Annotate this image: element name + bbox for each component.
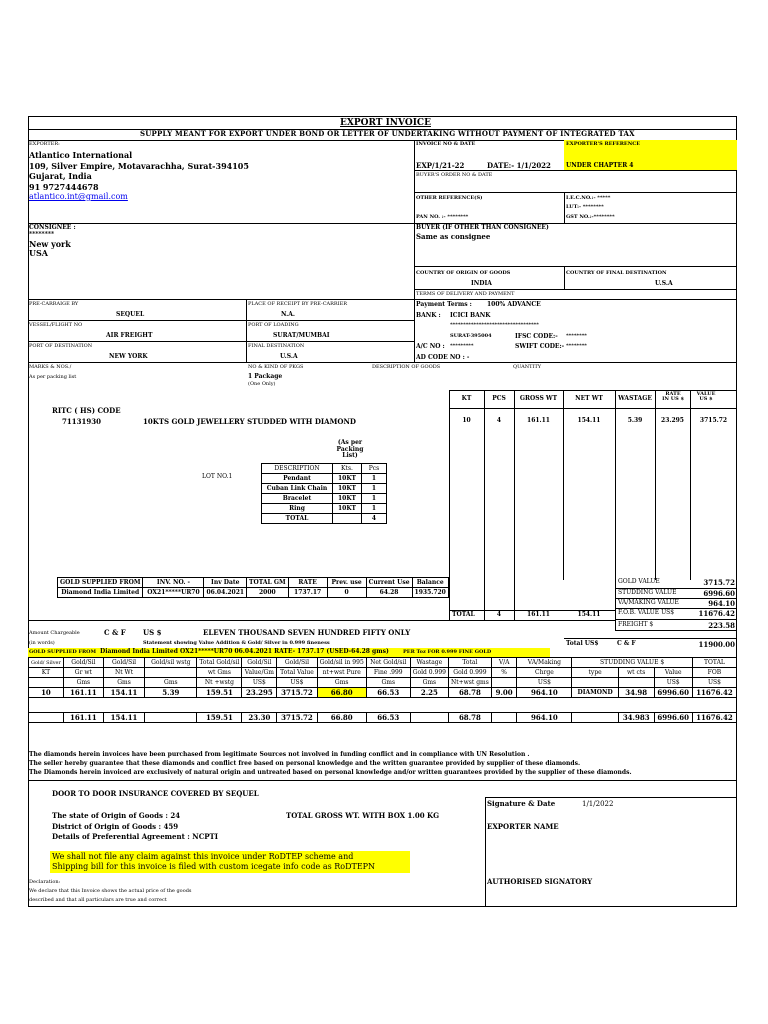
country-destination-label: COUNTRY OF FINAL DESTINATION — [566, 270, 667, 276]
studding-value: 6996.60 — [703, 589, 735, 598]
invoice-number: EXP/1/21-22 — [416, 161, 465, 170]
bank-stars: ********************************** — [450, 322, 539, 328]
payment-terms-value: 100% ADVANCE — [487, 301, 541, 308]
header-gross-wt: GROSS WT — [519, 395, 558, 402]
consignee-city: New york — [29, 239, 71, 249]
ritc-code: 71131930 — [62, 417, 101, 426]
invoice-date: DATE:- 1/1/2022 — [487, 161, 551, 170]
authorised-signatory: AUTHORISED SIGNATORY — [487, 877, 593, 886]
ac-label: A/C NO : — [416, 343, 445, 350]
amount-cf: C & F — [104, 628, 126, 637]
buyer-order-label: BUYER'S ORDER NO & DATE — [416, 172, 493, 178]
row-rate: 23.295 — [661, 417, 684, 424]
description-label: DESCRIPTION OF GOODS — [372, 364, 441, 370]
state-origin: The state of Origin of Goods : 24 — [52, 811, 181, 820]
row-value: 3715.72 — [699, 417, 728, 424]
row-net-wt: 154.11 — [577, 417, 601, 424]
header-wastage: WASTAGE — [618, 395, 652, 402]
row-gross-wt: 161.11 — [527, 417, 550, 424]
under-chapter: UNDER CHAPTER 4 — [566, 162, 634, 169]
ad-code: AD CODE NO : - — [416, 354, 470, 361]
fob-value-label: F.O.B. VALUE US$ — [618, 609, 675, 616]
invoice-title: EXPORT INVOICE — [340, 118, 431, 128]
port-loading-value: SURAT/MUMBAI — [273, 332, 330, 339]
studding-value-label: STUDDING VALUE — [618, 589, 677, 596]
exporter-label: EXPORTER: — [29, 141, 60, 147]
final-destination-value: U.S.A — [280, 353, 298, 360]
place-receipt-value: N.A. — [281, 311, 295, 318]
ifsc-value: ******** — [566, 333, 587, 339]
gold-from-label: GOLD SUPPLIED FROM — [29, 649, 97, 655]
gold-value-label: GOLD VALUE — [618, 578, 660, 585]
marks-sub: As per packing list — [29, 374, 77, 380]
lot-number: LOT NO.1 — [202, 473, 233, 480]
value-addition-table: Gold/ Silver Gold/Sil Gold/Sil Gold/sil wstg Total Gold/sil Gold/Sil Gold/Sil Gold/sil in 995 Net Gold/sil Wastage Total V/A VA/Making STUDDING VALUE $ TOTAL KT Gr wt Nt Wt wt Gms Value/Gm Total Value nt+wst Pure Fine .999 Gold 0.999 Gold 0.999 % Chrge type wt cts Value FOB Gms Gms Gms Nt +wstg US$ US$ Gms Gms Gms Nt+wst gms US$ US$ US$ 10 161.11 154.11 5.39 159.51 23.295 3715.72 66.80 66.53 2.25 68.78 9.00 964.10 DIAMOND 34.98 6996.60 11676.42 161.11 154.11 159.51 23.30 3715.72 66.80 66.53 68.78 964.10 34.983 6996.60 11676.42 — [28, 657, 737, 723]
port-destination-value: NEW YORK — [109, 353, 148, 360]
packages-sub: (One Only) — [248, 381, 276, 387]
port-loading-label: PORT OF LOADING — [248, 322, 299, 328]
country-origin: INDIA — [471, 280, 492, 287]
signature-date-label: Signature & Date — [487, 799, 556, 808]
lot-table: DESCRIPTION Kts. Pcs Pendant 10KT 1 Cuban Link Chain 10KT 1 Bracelet 10KT 1 Ring 10KT 1 TOTAL 4 — [261, 463, 387, 524]
preferential-agreement: Details of Preferential Agreement : NCPTI — [52, 832, 219, 841]
country-origin-label: COUNTRY OF ORIGIN OF GOODS — [416, 270, 511, 276]
header-pcs: PCS — [492, 395, 506, 402]
packing-note: (As per Packing List) — [336, 439, 364, 460]
iec-number: I.E.C.NO.:- ***** — [566, 195, 611, 201]
making-value: 964.10 — [708, 599, 735, 608]
row-kt: 10 — [462, 417, 471, 424]
insurance-note: DOOR TO DOOR INSURANCE COVERED BY SEQUEL — [52, 789, 259, 798]
amount-words: ELEVEN THOUSAND SEVEN HUNDRED FIFTY ONLY — [203, 628, 411, 637]
header-value: VALUE US $ — [696, 391, 716, 402]
lut-number: LUT:- ******** — [566, 204, 604, 210]
terms-label: TERMS OF DELIVERY AND PAYMENT — [416, 291, 515, 297]
per-toz-label: PER Toz FOR 0.999 FINE GOLD — [403, 649, 492, 655]
declaration-label: Declaration: — [29, 879, 61, 885]
district-origin: District of Origin of Goods : 459 — [52, 822, 179, 831]
other-reference-label: OTHER REFERENCE(S) — [416, 195, 483, 201]
header-kt: KT — [461, 395, 472, 402]
gross-weight-box: TOTAL GROSS WT. WITH BOX 1.00 KG — [286, 811, 440, 820]
row-pcs: 4 — [496, 417, 502, 424]
declaration-text-2: described and that all particulars are true and correct — [29, 897, 167, 903]
vessel-label: VESSEL/FLIGHT NO — [29, 322, 83, 328]
exporter-reference-label: EXPORTER'S REFERENCE — [566, 141, 641, 147]
marks-label: MARKS & NOS./ — [29, 364, 72, 370]
gst-number: GST NO.:-******** — [566, 214, 615, 220]
amount-label: Amount Chargeable — [29, 630, 80, 636]
declaration-line-3: The Diamonds herein invoiced are exclusively of natural origin and untreated based on personal knowledge and/or written guarantees provided by the supplier of these diamonds. — [29, 769, 632, 776]
header-net-wt: NET WT — [575, 395, 603, 402]
ritc-label: RITC ( HS) CODE — [52, 406, 121, 415]
packages-label: NO & KIND OF PKGS — [248, 364, 304, 370]
invoice-no-date-label: INVOICE NO & DATE — [416, 141, 476, 147]
amount-currency: US $ — [143, 628, 162, 637]
packages-value: 1 Package — [248, 373, 283, 380]
rodtep-notice-1: We shall not file any claim against this invoice under RoDTEP scheme and — [52, 852, 354, 861]
ac-value: ********* — [450, 343, 474, 349]
total-us-value: 11900.00 — [698, 640, 735, 649]
payment-terms-label: Payment Terms : — [416, 301, 472, 308]
bank-value: ICICI BANK — [450, 312, 491, 319]
total-pcs: 4 — [496, 611, 502, 618]
fob-value: 11676.42 — [698, 609, 735, 618]
exporter-address2: Gujarat, India — [29, 171, 92, 181]
header-rate: RATE IN US $ — [662, 391, 684, 402]
total-gross: 161.11 — [527, 611, 550, 618]
making-value-label: VA/MAKING VALUE — [618, 599, 679, 606]
ifsc-label: IFSC CODE:- — [515, 333, 558, 340]
words-label: (in words) — [29, 640, 55, 646]
gold-supply-table: GOLD SUPPLIED FROM INV. NO. - Inv Date TOTAL GM RATE Prev. use Current Use Balance Diamond India Limited OX21*****UR70 06.04.2021 2000 1737.17 0 64.28 1935.720 — [57, 577, 449, 598]
vessel-value: AIR FREIGHT — [106, 332, 153, 339]
freight-label: FREIGHT $ — [618, 621, 654, 628]
pan-number: PAN NO. :- ******** — [416, 214, 469, 220]
total-net: 154.11 — [577, 611, 601, 618]
precarriage-value: SEQUEL — [116, 311, 145, 318]
swift-label: SWIFT CODE:- — [515, 343, 565, 350]
final-destination-label: FINAL DESTINATION — [248, 343, 305, 349]
invoice-subtitle: SUPPLY MEANT FOR EXPORT UNDER BOND OR LETTER OF UNDERTAKING WITHOUT PAYMENT OF INTEGRATED TAX — [140, 129, 635, 138]
gold-from-value: Diamond India Limited OX21*****UR70 06.04.2021 RATE- 1737.17 (USED-64.28 gms) — [100, 648, 389, 655]
quantity-label: QUANTITY — [513, 364, 542, 370]
freight-value: 223.58 — [708, 621, 735, 630]
total-label: TOTAL — [452, 611, 475, 618]
swift-value: ******** — [566, 343, 587, 349]
declaration-line-1: The diamonds herein invoices have been purchased from legitimate Sources not involved in funding conflict and in compliance with UN Resolution . — [29, 751, 530, 758]
row-wastage: 5.39 — [627, 417, 643, 424]
buyer-label: BUYER (IF OTHER THAN CONSIGNEE) — [416, 224, 549, 231]
country-destination: U.S.A — [655, 280, 673, 287]
rodtep-notice-2: Shipping bill for this invoice is filed with custom icegate info code as RoDTEPN — [52, 862, 376, 871]
bank-branch: SURAT-395004 — [450, 333, 492, 339]
port-destination-label: PORT OF DESTINATION — [29, 343, 93, 349]
exporter-email-link[interactable]: atlantico.int@gmail.com — [29, 192, 128, 201]
exporter-name-label: EXPORTER NAME — [487, 822, 559, 831]
exporter-name: Atlantico International — [29, 150, 133, 160]
total-us-label: Total US$ — [566, 640, 599, 647]
precarriage-label: PRE-CARRAIGE BY — [29, 301, 79, 307]
consignee-label: CONSIGNEE : — [29, 224, 76, 231]
goods-description: 10KTS GOLD JEWELLERY STUDDED WITH DIAMOND — [143, 417, 356, 426]
exporter-phone: 91 9727444678 — [29, 182, 99, 192]
consignee-country: USA — [29, 248, 48, 258]
buyer-value: Same as consignee — [416, 232, 491, 241]
declaration-line-2: The seller hereby guarantee that these diamonds and conflict free based on personal knowledge and the written guarantee provided by supplier of these diamonds. — [29, 760, 581, 767]
consignee-stars: ******** — [29, 231, 55, 238]
exporter-address1: 109, Silver Empire, Motavarachha, Surat-394105 — [29, 161, 249, 171]
statement-label: Statement showing Value Addition & Gold/ Silver in 0.999 fineness — [143, 640, 330, 646]
bank-label: BANK : — [416, 312, 441, 319]
place-receipt-label: PLACE OF RECEIPT BY PRE-CARRIER — [248, 301, 348, 307]
signature-date: 1/1/2022 — [582, 800, 614, 808]
declaration-text-1: We declare that this Invoice shows the actual price of the goods — [29, 888, 192, 894]
gold-value: 3715.72 — [703, 578, 735, 587]
total-us-cf: C & F — [617, 640, 636, 647]
